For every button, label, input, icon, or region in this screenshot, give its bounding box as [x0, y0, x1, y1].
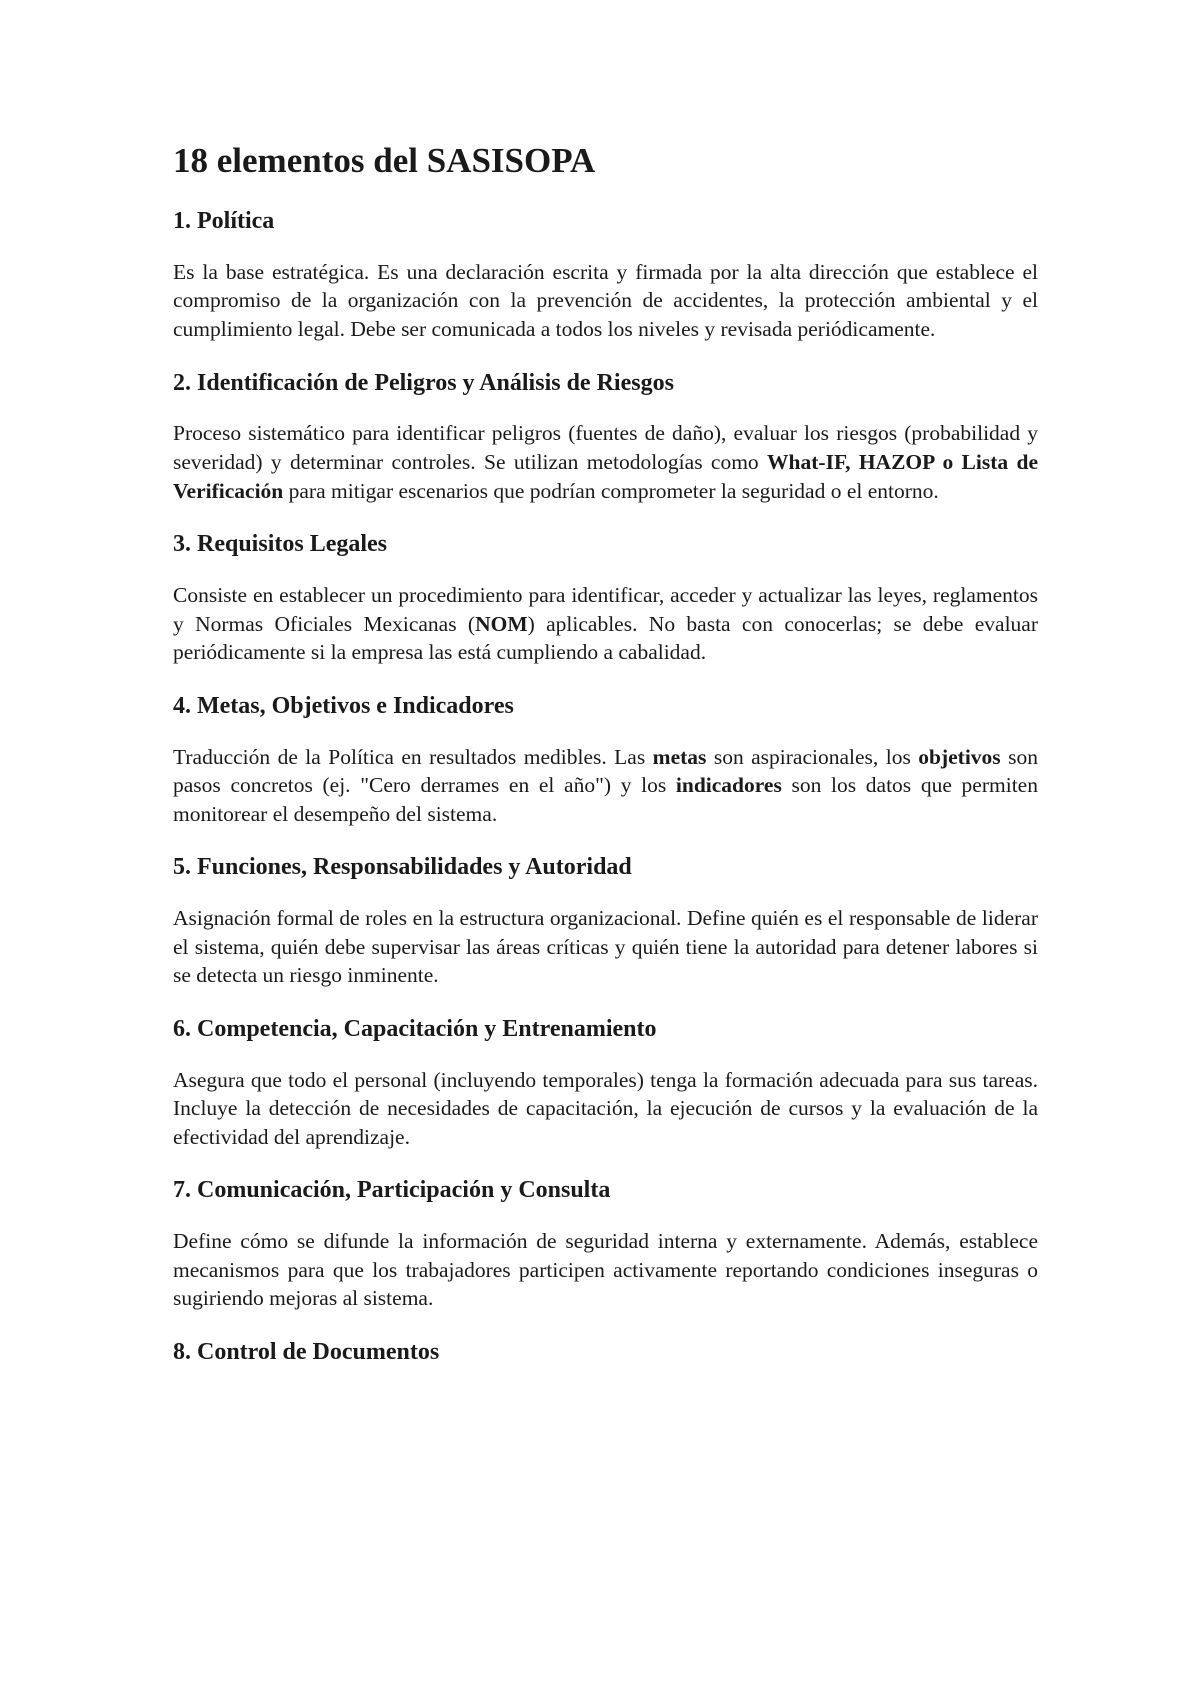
text-run: son los datos que permiten monitorear el desempeño del sistema.	[173, 773, 1038, 826]
document-page	[173, 140, 1038, 1389]
section-paragraph	[173, 581, 1038, 667]
text-run: Proceso sistemático para identificar peligros (fuentes de daño), evaluar los riesgos (probabilidad y severidad) y determinar controles. Se utilizan metodologías como	[173, 421, 1038, 474]
section-3	[173, 530, 1038, 667]
section-2	[173, 369, 1038, 506]
text-run: Consiste en establecer un procedimiento para identificar, acceder y actualizar las leyes, reglamentos y Normas Oficiales Mexicanas (	[173, 582, 1038, 636]
section-4	[173, 692, 1038, 829]
document-title: 18 elementos del SASISOPA	[173, 141, 596, 180]
text-run: ) aplicables. No basta con conocerlas; se debe evaluar periódicamente si la empresa las está cumpliendo a cabalidad.	[173, 611, 1038, 665]
text-run: Asignación formal de roles en la estructura organizacional. Define quién es el responsable de liderar el sistema, quién debe supervisar las áreas críticas y quién tiene la autoridad para detener labores si se detecta un riesgo inminente.	[173, 906, 1038, 988]
bold-text: metas	[652, 744, 707, 769]
bold-text: objetivos	[918, 744, 1001, 769]
text-run: Traducción de la Política en resultados medibles. Las	[173, 744, 653, 769]
section-paragraph	[173, 419, 1038, 505]
section-heading: 6. Competencia, Capacitación y Entrenamiento	[173, 1015, 657, 1042]
section-heading: 1. Política	[173, 208, 275, 234]
bold-text: indicadores	[675, 773, 782, 798]
text-run: Define cómo se difunde la información de seguridad interna y externamente. Además, establece mecanismos para que los trabajadores participen activamente reportando condiciones inseguras o sugiriendo mejoras al sistema.	[173, 1229, 1038, 1311]
text-run: son pasos concretos (ej. "Cero derrames en el año") y los	[173, 744, 1038, 798]
text-run: son aspiracionales, los	[706, 744, 919, 769]
section-8	[173, 1338, 1038, 1367]
section-paragraph	[173, 743, 1038, 829]
section-heading: 3. Requisitos Legales	[173, 531, 388, 558]
section-paragraph	[173, 1227, 1038, 1313]
section-paragraph	[173, 1066, 1038, 1152]
section-paragraph	[173, 258, 1038, 344]
text-run: para mitigar escenarios que podrían comprometer la seguridad o el entorno.	[283, 478, 939, 503]
sections-container	[173, 207, 1038, 1367]
section-heading: 4. Metas, Objetivos e Indicadores	[173, 692, 514, 719]
section-1	[173, 207, 1038, 344]
text-run: Asegura que todo el personal (incluyendo temporales) tenga la formación adecuada para sus tareas. Incluye la detección de necesidades de capacitación, la ejecución de cursos y la evaluación de la efectividad del aprendizaje.	[173, 1067, 1038, 1149]
bold-text: NOM	[475, 611, 528, 636]
section-heading: 5. Funciones, Responsabilidades y Autoridad	[173, 854, 632, 881]
section-7	[173, 1176, 1038, 1313]
bold-text: What-IF, HAZOP o Lista de Verificación	[173, 449, 1039, 503]
section-5	[173, 853, 1038, 990]
section-paragraph	[173, 904, 1038, 990]
section-heading: 2. Identificación de Peligros y Análisis de Riesgos	[173, 369, 674, 396]
section-heading: 8. Control de Documentos	[173, 1339, 440, 1366]
text-run: Es la base estratégica. Es una declaración escrita y firmada por la alta dirección que establece el compromiso de la organización con la prevención de accidentes, la protección ambiental y el cumplimiento legal. Debe ser comunicada a todos los niveles y revisada periódicamente.	[173, 259, 1038, 341]
section-heading: 7. Comunicación, Participación y Consulta	[173, 1177, 611, 1204]
section-6	[173, 1015, 1038, 1152]
